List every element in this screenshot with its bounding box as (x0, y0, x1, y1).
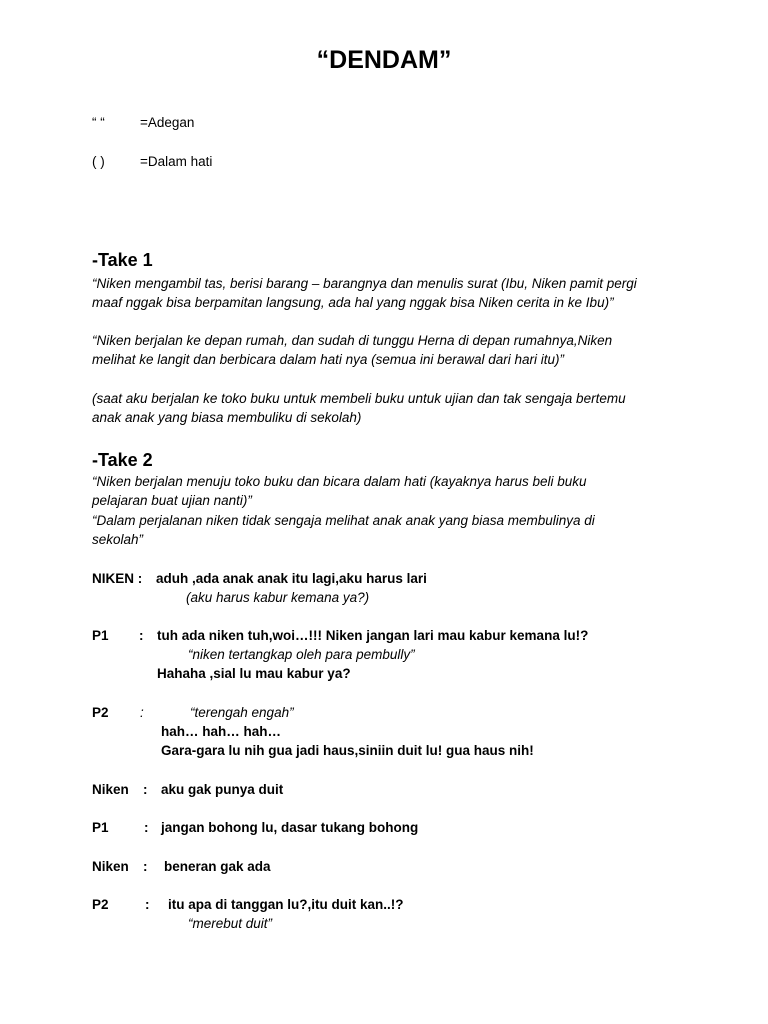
dialog-speaker: P2 (92, 897, 109, 912)
take1-p2-line1: “Niken berjalan ke depan rumah, dan sudah di tunggu Herna di depan rumahnya,Niken (92, 333, 613, 348)
dialog-colon: : (143, 782, 148, 797)
take2-heading: -Take 2 (92, 450, 153, 470)
dialog-colon: : (145, 897, 150, 912)
dialog-colon: : (139, 628, 144, 643)
take2-intro-line1: “Niken berjalan menuju toko buku dan bicara dalam hati (kayaknya harus beli buku (92, 474, 587, 489)
legend-symbol-scene: “ “ (92, 115, 105, 130)
take2-intro-line2: pelajaran buat ujian nanti)” (92, 493, 252, 508)
take1-heading: -Take 1 (92, 250, 153, 270)
dialog-line: beneran gak ada (164, 859, 271, 874)
dialog-colon: : (144, 820, 149, 835)
dialog-line: Gara-gara lu nih gua jadi haus,siniin duit lu! gua haus nih! (161, 743, 534, 758)
take1-p1-line2: maaf nggak bisa berpamitan langsung, ada hal yang nggak bisa Niken cerita in ke Ibu)” (92, 295, 614, 310)
dialog-speaker: P2 (92, 705, 109, 720)
dialog-line: aku gak punya duit (161, 782, 284, 797)
take1-p3-line1: (saat aku berjalan ke toko buku untuk membeli buku untuk ujian dan tak sengaja bertemu (92, 391, 626, 406)
dialog-colon: : (143, 859, 148, 874)
dialog-colon: : (140, 705, 144, 720)
dialog-speaker: P1 (92, 628, 109, 643)
take2-intro-line3: “Dalam perjalanan niken tidak sengaja melihat anak anak yang biasa membulinya di (92, 513, 595, 528)
take2-intro-line4: sekolah” (92, 532, 144, 547)
dialog-line: hah… hah… hah… (161, 724, 282, 739)
dialog-speaker: Niken (92, 782, 129, 797)
dialog-line: tuh ada niken tuh,woi…!!! Niken jangan lari mau kabur kemana lu!? (157, 628, 589, 643)
legend-meaning-scene: =Adegan (140, 115, 195, 130)
dialog-inner-thought: (aku harus kabur kemana ya?) (186, 590, 370, 605)
dialog-line: itu apa di tanggan lu?,itu duit kan..!? (168, 897, 404, 912)
take1-p1-line1: “Niken mengambil tas, berisi barang – barangnya dan menulis surat (Ibu, Niken pamit pergi (92, 276, 637, 291)
legend-symbol-inner: ( ) (92, 154, 105, 169)
dialog-line: aduh ,ada anak anak itu lagi,aku harus lari (156, 571, 427, 586)
dialog-line: jangan bohong lu, dasar tukang bohong (161, 820, 419, 835)
dialog-stage-direction: “terengah engah” (190, 705, 294, 720)
take1-p3-line2: anak anak yang biasa membuliku di sekolah) (92, 410, 362, 425)
dialog-line: Hahaha ,sial lu mau kabur ya? (157, 666, 351, 681)
dialog-speaker: Niken (92, 859, 129, 874)
legend-meaning-inner: =Dalam hati (140, 154, 213, 169)
document-title: “DENDAM” (316, 46, 452, 74)
take1-p2-line2: melihat ke langit dan berbicara dalam hati nya (semua ini berawal dari hari itu)” (92, 352, 564, 367)
dialog-stage-direction: “merebut duit” (188, 916, 273, 931)
dialog-speaker: NIKEN : (92, 571, 143, 586)
dialog-speaker: P1 (92, 820, 109, 835)
dialog-stage-direction: “niken tertangkap oleh para pembully” (188, 647, 415, 662)
